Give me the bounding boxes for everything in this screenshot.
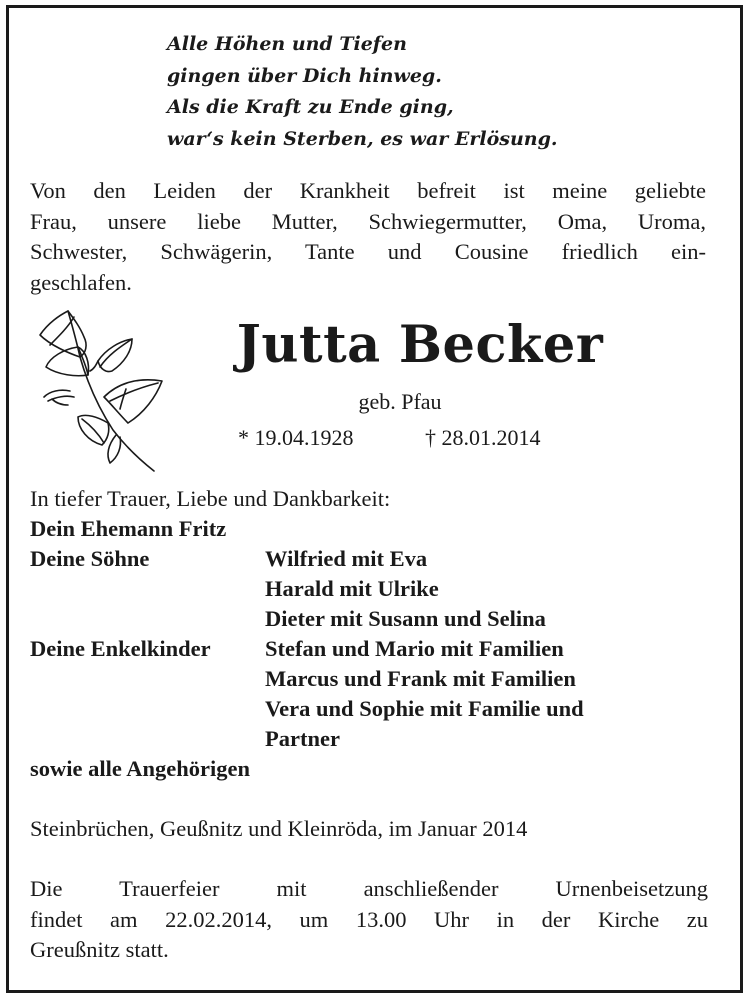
intro-text (30, 176, 706, 298)
poem-line: war‘s kein Sterben, es war Erlösung. (167, 127, 558, 150)
grandchild-entry: Partner (265, 726, 340, 751)
funeral-line (30, 874, 708, 905)
funeral-line-text: Die Trauerfeier mit anschließender Urnenbeisetzung (30, 876, 708, 901)
list-item (30, 724, 720, 754)
mourners-list (30, 484, 720, 784)
funeral-line-text: findet am 22.02.2014, um 13.00 Uhr in der Kirche zu (30, 906, 708, 932)
birth-name: geb. Pfau (358, 389, 442, 414)
list-item (30, 544, 720, 574)
son-entry: Dieter mit Susann und Selina (265, 606, 546, 631)
intro-line (30, 237, 706, 268)
intro-line: geschlafen. (30, 269, 132, 295)
intro-line-text: Frau, unsere liebe Mutter, Schwiegermutter, Oma, Uroma, (30, 208, 706, 234)
grandchild-entry: Vera und Sophie mit Familie und (265, 696, 584, 721)
grandchild-entry: Stefan und Mario mit Familien (265, 636, 564, 661)
poem (167, 29, 727, 155)
mourners-intro: In tiefer Trauer, Liebe und Dankbarkeit: (30, 486, 391, 511)
list-item (30, 604, 720, 634)
grandchild-entry: Marcus und Frank mit Familien (265, 666, 576, 691)
list-item (30, 574, 720, 604)
husband: Dein Ehemann Fritz (30, 516, 227, 541)
poem-line: Als die Kraft zu Ende ging, (167, 96, 454, 118)
funeral-line: Greußnitz statt. (30, 937, 169, 962)
list-item (30, 664, 720, 694)
funeral-info (30, 874, 708, 966)
intro-line-text: Schwester, Schwägerin, Tante und Cousine friedlich ein- (30, 239, 706, 264)
death-date: † 28.01.2014 (425, 425, 541, 450)
funeral-line (30, 905, 708, 936)
place-date: Steinbrüchen, Geußnitz und Kleinröda, im Januar 2014 (30, 816, 528, 841)
son-entry: Wilfried mit Eva (265, 546, 428, 571)
other-relatives: sowie alle Angehörigen (30, 756, 250, 781)
deceased-name: Jutta Becker (236, 315, 604, 375)
birth-date: * 19.04.1928 (238, 425, 354, 450)
intro-line (30, 207, 706, 238)
poem-line: Alle Höhen und Tiefen (167, 33, 407, 55)
intro-line-text: Von den Leiden der Krankheit befreit ist meine geliebte (30, 178, 706, 203)
intro-line (30, 176, 706, 207)
poem-line: gingen über Dich hinweg. (167, 64, 442, 87)
son-entry: Harald mit Ulrike (265, 576, 439, 601)
calla-lily-icon (28, 305, 168, 475)
sons-label: Deine Söhne (30, 546, 150, 571)
list-item (30, 694, 720, 724)
list-item (30, 634, 720, 664)
grandchildren-label: Deine Enkelkinder (30, 636, 211, 661)
